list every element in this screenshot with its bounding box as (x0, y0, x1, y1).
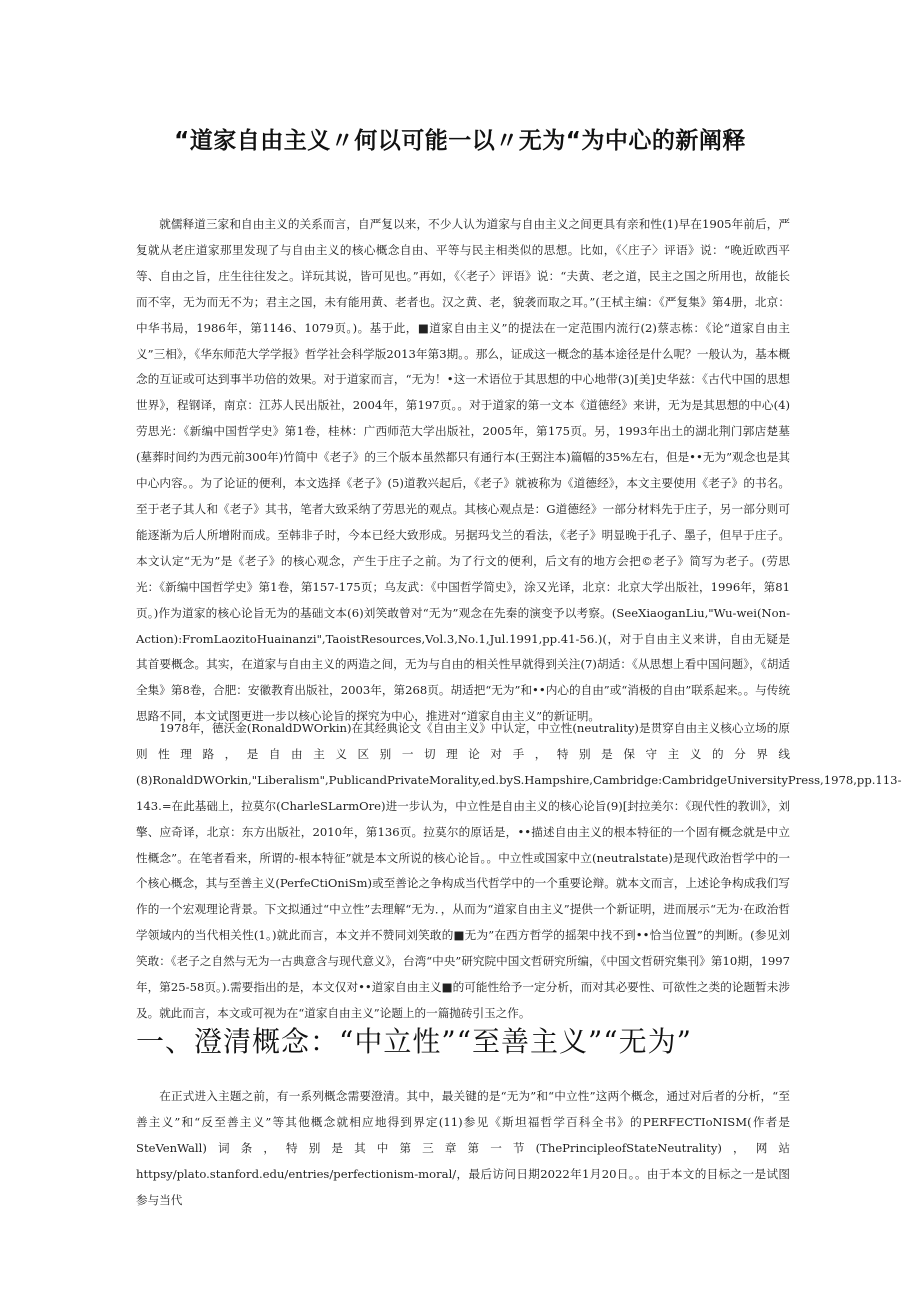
section-heading: 一、澄清概念：“中立性”“至善主义”“无为” (136, 1025, 692, 1058)
paragraph-intro: 就儒释道三家和自由主义的关系而言，自严复以来，不少人认为道家与自由主义之间更具有亲和性(1)早在1905年前后，严复就从老庄道家那里发现了与自由主义的核心概念自由、平等与民主相类似的思想。比如，《〈庄子〉评语》说：“晚近欧西平等、自由之旨，庄生往往发之。详玩其说，皆可见也。”再如，《〈老子〉评语》说：“夫黄、老之道，民主之国之所用也，故能长而不宰，无为而无不为；君主之国，未有能用黄、老者也。汉之黄、老，貌袭而取之耳。”(王栻主编：《严复集》第4册，北京：中华书局，1986年，第1146、1079页。)。基于此，■道家自由主义”的提法在一定范围内流行(2)蔡志栋：《论“道家自由主义”三相》，《华东师范大学学报》哲学社会科学版2013年第3期。。那么，证成这一概念的基本途径是什么呢？一般认为，基本概念的互证或可达到事半功倍的效果。对于道家而言，“无为！•这一术语位于其思想的中心地带(3)[美]史华兹：《古代中国的思想世界》，程钢译，南京：江苏人民出版社，2004年，第197页。。对于道家的第一文本《道德经》来讲，无为是其思想的中心(4)劳思光：《新编中国哲学史》第1卷，桂林：广西师范大学出版社，2005年，第175页。另，1993年出土的湖北荆门郭店楚墓(墓葬时间约为西元前300年)竹简中《老子》的三个版本虽然都只有通行本(王弼注本)篇幅的35%左右，但是••无为”观念也是其中心内容。。为了论证的便利，本文选择《老子》(5)道教兴起后，《老子》就被称为《道德经》，本文主要使用《老子》的书名。至于老子其人和《老子》其书，笔者大致采纳了劳思光的观点。其核心观点是：G道德经》一部分材料先于庄子，另一部分则可能逐渐为后人所增附而成。至韩非子时，今本已经大致形成。另据玛戈兰的看法，《老子》明显晚于孔子、墨子，但早于庄子。本文认定“无为”是《老子》的核心观念，产生于庄子之前。为了行文的便利，后文有的地方会把©老子》简写为老子。(劳思光：《新编中国哲学史》第1卷，第157-175页；乌友武：《中国哲学简史》，涂又光译，北京：北京大学出版社，1996年，第81页。)作为道家的核心论旨无为的基础文本(6)刘笑敢曾对“无为”观念在先秦的演变予以考察。(SeeXiaoganLiu,"Wu-wei(Non-Action):FromLaozitoHuainanzi",TaoistResources,Vol.3,No.1,Jul.1991,pp.41-56.)(，对于自由主义来讲，自由无疑是其首要概念。其实，在道家与自由主义的两造之间，无为与自由的相关性早就得到关注(7)胡适：《从思想上看中国问题》，《胡适全集》第8卷，合肥：安徽教育出版社，2003年，第268页。胡适把“无为”和••内心的自由”或“消极的自由”联系起来。。与传统思路不同，本文试图更进一步以核心论旨的探究为中心，推进对“道家自由主义”的新证明。 (136, 217, 790, 724)
paragraph-neutrality: 1978年，德沃金(RonaldDWOrkin)在其经典论文《自由主义》中认定，中立性(neutrality)是贯穿自由主义核心立场的原则性理路，是自由主义区别一切理论对手，特别是保守主义的分界线(8)RonaldDWOrkin,"Liberalism",PublicandPrivateMorality,ed.byS.Hampshire,Cambridge:CambridgeUniversityPress,1978,pp.113-143.=在此基础上，拉莫尔(CharleSLarmOre)进一步认为，中立性是自由主义的核心论旨(9)[封拉美尔：《现代性的教训》，刘擎、应奇译，北京：东方出版社，2010年，第136页。拉莫尔的原话是，••描述自由主义的根本特征的一个固有概念就是中立性概念”。在笔者看来，所谓的-根本特征”就是本文所说的核心论旨。。中立性或国家中立(neutralstate)是现代政治哲学中的一个核心概念，其与至善主义(PerfeCtiOniSm)或至善论之争构成当代哲学中的一个重要论辩。就本文而言，上述论争构成我们写作的一个宏观理论背景。下文拟通过“中立性”去理解“无为．，从而为“道家自由主义”提供一个新证明，进而展示“无为·在政治哲学领域内的当代相关性(1。)就此而言，本文并不赞同刘笑敢的■无为”在西方哲学的摇架中找不到••恰当位置”的判断。(参见刘笑敢：《老子之自然与无为一古典意含与现代意义》，台湾“中央”研究院中国文哲研究所编，《中国文哲研究集刊》第10期，1997年，第25-58页。).需要指出的是，本文仅对••道家自由主义■的可能性给予一定分析，而对其必要性、可欲性之类的论题暂未涉及。就此而言，本文或可视为在“道家自由主义”论题上的一篇抛砖引玉之作。 (136, 721, 902, 1020)
paragraph-section-one: 在正式进入主题之前，有一系列概念需要澄清。其中，最关键的是“无为”和“中立性”这两个概念，通过对后者的分析，“至善主义”和“反至善主义”等其他概念就相应地得到界定(11)参见《斯坦福哲学百科全书》的PERFECTIoNISM(作者是SteVenWall)词条，特别是其中第三章第一节(ThePrincipleofStateNeutrality)，网站httpsy/plato.stanford.edu/entries/perfectionism-moral/，最后访问日期2022年1月20日。。由于本文的目标之一是试图参与当代 (136, 1089, 790, 1207)
article-title: “道家自由主义〃何以可能一以〃无为“为中心的新阐释 (174, 128, 746, 154)
